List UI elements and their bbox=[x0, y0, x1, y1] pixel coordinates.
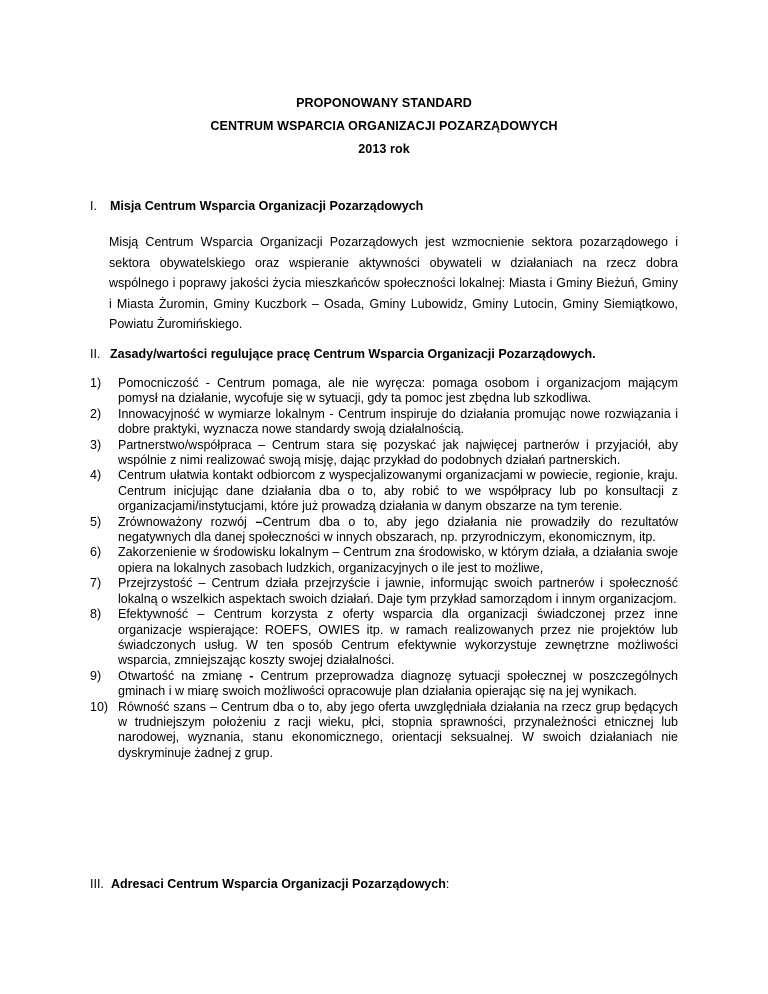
list-item-text: Centrum ułatwia kontakt odbiorcom z wyspecjalizowanymi organizacjami w powiecie, regionie, kraju. Centrum inicjując dane działania dba o to, aby robić to we współpracy lub po konsultacji z organizacjami/instytucjami, które już prowadzą działania w danym obszarze na tym terenie. bbox=[118, 468, 678, 514]
list-item bbox=[90, 607, 678, 669]
list-item bbox=[90, 515, 678, 546]
list-item bbox=[90, 669, 678, 700]
list-item-text: Innowacyjność w wymiarze lokalnym - Centrum inspiruje do działania promując nowe rozwiązania i dobre praktyki, wyznacza nowe standardy swoją działalnością. bbox=[118, 406, 678, 437]
list-item-number: 7) bbox=[90, 576, 102, 591]
principles-list bbox=[90, 376, 678, 761]
list-item-number: 3) bbox=[90, 437, 102, 452]
section1-number: I. bbox=[90, 199, 97, 213]
list-item-number: 10) bbox=[90, 699, 109, 714]
list-item-number: 2) bbox=[90, 406, 102, 421]
list-item-dash: - bbox=[249, 668, 254, 683]
list-item-text bbox=[118, 515, 678, 546]
document-title-line2: CENTRUM WSPARCIA ORGANIZACJI POZARZĄDOWYCH bbox=[210, 119, 558, 133]
section2-heading-text: Zasady/wartości regulujące pracę Centrum Wsparcia Organizacji Pozarządowych. bbox=[110, 347, 596, 361]
list-item-number: 9) bbox=[90, 668, 102, 683]
list-item bbox=[90, 545, 678, 576]
list-item bbox=[90, 576, 678, 607]
list-item-text-part: Zrównoważony rozwój bbox=[118, 514, 256, 529]
list-item-number: 6) bbox=[90, 545, 102, 560]
list-item-text bbox=[118, 669, 678, 700]
list-item-number: 8) bbox=[90, 607, 102, 622]
list-item-text: Partnerstwo/współpraca – Centrum stara się pozyskać jak najwięcej partnerów i przyjaciół, aby wspólnie z nimi realizować swoją misję, dając przykład do podobnych działań partnerskich. bbox=[118, 437, 678, 468]
section2-heading bbox=[90, 347, 596, 361]
list-item-text-part: Centrum dba o to, aby jego działania nie prowadziły do rezultatów negatywnych dla danej społeczności w innych obszarach, np. przyrodniczym, ekonomicznym, itp. bbox=[118, 514, 678, 545]
document-title-line3: 2013 rok bbox=[358, 142, 410, 156]
list-item-dash: – bbox=[255, 514, 263, 529]
list-item-number: 1) bbox=[90, 376, 102, 390]
list-item-text: Zakorzenienie w środowisku lokalnym – Centrum zna środowisko, w którym działa, a działania swoje opiera na lokalnych zasobach ludzkich, organizacyjnych o ile jest to możliwe, bbox=[118, 545, 678, 575]
list-item bbox=[90, 407, 678, 438]
section1-heading bbox=[90, 199, 423, 213]
section3-heading-text: Adresaci Centrum Wsparcia Organizacji Pozarządowych bbox=[111, 877, 446, 891]
list-item bbox=[90, 438, 678, 469]
section3-heading bbox=[90, 877, 449, 891]
section2-number: II. bbox=[90, 347, 101, 361]
section3-number: III. bbox=[90, 877, 104, 891]
section1-body: Misją Centrum Wsparcia Organizacji Pozarządowych jest wzmocnienie sektora pozarządowego i sektora obywatelskiego oraz wspieranie aktywności obywateli w działaniach na rzecz dobra wspólnego i poprawy jakości życia mieszkańców społeczności lokalnej: Miasta i Gminy Bieżuń, Gminy i Miasta Żuromin, Gminy Kuczbork – Osada, Gminy Lubowidz, Gminy Lutocin, Gminy Siemiątkowo, Powiatu Żuromińskiego. bbox=[109, 235, 678, 331]
list-item bbox=[90, 468, 678, 514]
list-item-text: Efektywność – Centrum korzysta z oferty wsparcia dla organizacji świadczonej przez inne organizacje wspierające: ROEFS, OWIES itp. w ramach realizowanych przez nie projektów lub świadczonych usług. W ten sposób Centrum efektywnie wykorzystuje zewnętrzne możliwości wsparcia, zmniejszając koszty swojej działalności. bbox=[118, 607, 678, 668]
list-item-text: Równość szans – Centrum dba o to, aby jego oferta uwzględniała działania na rzecz grup będących w trudniejszym położeniu z racji wieku, płci, stopnia sprawności, przynależności etnicznej lub narodowej, wyznania, stanu ekonomicznego, orientacji seksualnej. W swoich działaniach nie dyskryminuje żadnej z grup. bbox=[118, 699, 678, 760]
list-item-number: 4) bbox=[90, 468, 102, 483]
list-item bbox=[90, 376, 678, 407]
list-item bbox=[90, 700, 678, 762]
list-item-number: 5) bbox=[90, 514, 102, 529]
section3-heading-colon: : bbox=[445, 877, 450, 891]
list-item-text: Przejrzystość – Centrum działa przejrzyście i jawnie, informując swoich partnerów i społeczność lokalną o wszelkich aspektach swoich działań. Daje tym przykład samorządom i innym organizacjom. bbox=[118, 576, 678, 606]
document-title-line1: PROPONOWANY STANDARD bbox=[296, 96, 472, 110]
list-item-text-part: Centrum przeprowadza diagnozę sytuacji społecznej w poszczególnych gminach i w miarę swoich możliwości opracowuje plan działania opierając się na jej wynikach. bbox=[118, 668, 678, 699]
list-item-text: Pomocniczość - Centrum pomaga, ale nie wyręcza: pomaga osobom i organizacjom mającym pomysł na działanie, wycofuje się w sytuacji, gdy ta pomoc jest zbędna lub szkodliwa. bbox=[118, 376, 678, 406]
list-item-text-part: Otwartość na zmianę bbox=[118, 668, 250, 683]
section1-heading-text: Misja Centrum Wsparcia Organizacji Pozarządowych bbox=[110, 199, 424, 213]
